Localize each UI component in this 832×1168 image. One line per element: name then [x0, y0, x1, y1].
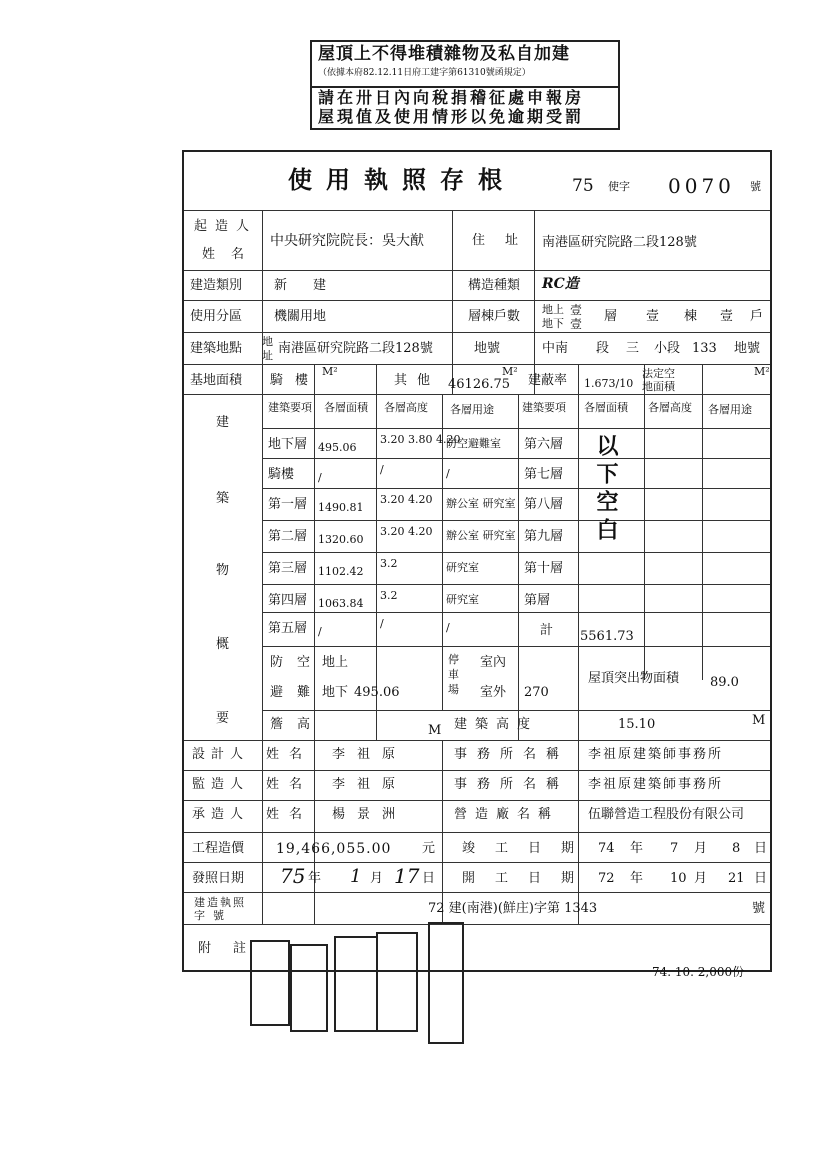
designer-name-label: 姓名: [266, 747, 313, 762]
start-month-unit: 月: [694, 871, 708, 886]
floors-above-count: 壹: [570, 303, 583, 317]
floor-height: /: [380, 463, 384, 476]
owner-address: 南港區研究院路二段128號: [542, 235, 697, 250]
shelter-below: 地下: [322, 685, 349, 700]
owner-name: 中央研究院院長：吳大猷: [270, 233, 424, 249]
floor-use: /: [446, 467, 450, 480]
issue-year-unit: 年: [308, 871, 322, 886]
household-unit: 戶: [750, 309, 764, 324]
shelter-label2: 避難: [270, 685, 325, 700]
col-floor-header: 建築要項: [268, 401, 312, 414]
cost-label: 工程造價: [192, 841, 245, 856]
floor-label: 第二層: [268, 529, 308, 544]
permit-stub-form: [182, 150, 772, 972]
total-area: 5561.73: [580, 629, 634, 644]
floor-label-right: 第層: [524, 593, 551, 608]
col-area-header-right: 各層面積: [584, 401, 628, 414]
floor-label-right: 第十層: [524, 561, 564, 576]
shelter-below-area: 495.06: [354, 685, 400, 700]
building-count: 壹: [646, 309, 660, 324]
side-char-2: 築: [216, 491, 230, 506]
floor-label: 騎樓: [268, 467, 295, 482]
owner-address-label: 住址: [472, 233, 539, 248]
height-unit: M: [752, 713, 766, 728]
site-address: 南港區研究院路二段128號: [278, 341, 433, 356]
start-year-unit: 年: [630, 871, 644, 886]
remarks-label: 附註: [198, 941, 269, 956]
floor-height: 3.2: [380, 557, 398, 570]
other-unit: M²: [502, 365, 518, 378]
designer-name: 李祖原: [332, 747, 408, 762]
issue-date-label: 發照日期: [192, 871, 245, 886]
supervisor-name: 李祖原: [332, 777, 408, 792]
parking-indoor: 室內: [480, 655, 507, 670]
parking-label: 停車場: [448, 653, 459, 696]
floor-label: 第五層: [268, 621, 308, 636]
floor-label-right: 第八層: [524, 497, 564, 512]
side-char-1: 建: [216, 415, 230, 430]
floor-label: 第一層: [268, 497, 308, 512]
issue-month: 1: [350, 866, 362, 887]
issue-day: 17: [394, 864, 420, 888]
col-height-header-right: 各層高度: [648, 401, 692, 414]
floor-use: 防空避難室: [446, 437, 501, 450]
floor-label-right: 第七層: [524, 467, 564, 482]
official-seal-5: [428, 922, 464, 1044]
completion-day: 8: [732, 841, 741, 856]
roof-label: 屋頂突出物面積: [588, 671, 680, 686]
col-height-header: 各層高度: [384, 401, 428, 414]
site-zhi: 址: [262, 349, 273, 362]
site-dihao: 地號: [734, 341, 761, 356]
permit-value: 72 建(南港)(鮮庄)字第 1343: [428, 901, 598, 916]
stamp-note: （依據本府82.12.11日府工建字第61310號函規定）: [318, 68, 531, 78]
build-type-label: 建造類別: [190, 278, 243, 293]
floor-area: /: [318, 625, 322, 638]
completion-month: 7: [670, 841, 679, 856]
completion-day-unit: 日: [754, 841, 768, 856]
designer-office-label: 事務所名稱: [454, 747, 570, 762]
shelter-label1: 防空: [270, 655, 325, 670]
contractor-name-label: 姓名: [266, 807, 313, 822]
issue-year: 75: [280, 864, 306, 888]
floor-use: 研究室: [446, 561, 479, 574]
building-unit: 棟: [684, 309, 698, 324]
permit-type: 使字: [608, 180, 630, 193]
floor-height: 3.20 4.20: [380, 525, 433, 538]
cost-unit: 元: [422, 841, 436, 856]
start-day: 21: [728, 871, 745, 886]
site-section: 中南: [542, 341, 569, 356]
floor-label-right: 第六層: [524, 437, 564, 452]
floor-use: /: [446, 621, 450, 634]
stamp-line3: 屋現值及使用情形以免逾期受罰: [318, 107, 585, 126]
height-label: 建築高度: [454, 717, 539, 732]
floor-label-right: 第九層: [524, 529, 564, 544]
start-month: 10: [670, 871, 687, 886]
floor-area: 495.06: [318, 441, 357, 454]
col-area-header: 各層面積: [324, 401, 368, 414]
start-day-unit: 日: [754, 871, 768, 886]
parking-outdoor-area: 270: [524, 685, 549, 700]
completion-label: 竣工日期: [462, 841, 595, 856]
site-lot-number: 133: [692, 341, 717, 356]
designer-label: 設計人: [192, 747, 250, 762]
floor-area: 1063.84: [318, 597, 364, 610]
contractor-name: 楊景洲: [332, 807, 408, 822]
col-use-header-right: 各層用途: [708, 403, 752, 416]
side-char-5: 要: [216, 711, 230, 726]
floors-below: 地下: [542, 317, 564, 330]
permit-number: 0070: [668, 174, 735, 198]
official-seal-1: [250, 940, 290, 1026]
parking-outdoor: 室外: [480, 685, 507, 700]
floor-label: 第三層: [268, 561, 308, 576]
floor-height: 3.2: [380, 589, 398, 602]
other-label: 其他: [394, 373, 441, 388]
coverage-label: 建蔽率: [528, 373, 568, 388]
site-subsection: 小段: [654, 341, 681, 356]
shelter-above: 地上: [322, 655, 349, 670]
supervisor-office-label: 事務所名稱: [454, 777, 570, 792]
site-label: 建築地點: [190, 341, 243, 356]
structure-type: RC造: [542, 276, 579, 292]
completion-year: 74: [598, 841, 615, 856]
form-title: 使用執照存根: [288, 165, 516, 194]
issue-day-unit: 日: [422, 871, 436, 886]
start-date-label: 開工日期: [462, 871, 595, 886]
floors-unit: 層: [604, 309, 618, 324]
other-area: 46126.75: [448, 377, 511, 392]
official-seal-3: [334, 936, 378, 1032]
site-di: 地: [262, 335, 273, 348]
arcade-unit: M²: [322, 365, 338, 378]
use-zone: 機關用地: [274, 309, 327, 324]
stamp-line2: 請在卅日內向稅捐稽征處申報房: [318, 88, 585, 107]
contractor-firm: 伍聯營造工程股份有限公司: [588, 807, 745, 822]
base-area-label: 基地面積: [190, 373, 243, 388]
side-char-3: 物: [216, 563, 230, 578]
permit-suffix: 號: [752, 901, 766, 916]
total-label: 計: [540, 623, 554, 638]
site-lot-label: 地號: [474, 341, 501, 356]
open-area-label2: 地面積: [642, 380, 675, 393]
site-duan: 段: [596, 341, 610, 356]
floor-label: 第四層: [268, 593, 308, 608]
floor-height: 3.20 4.20: [380, 493, 433, 506]
coverage-ratio: 1.673/10: [584, 377, 634, 390]
permit-label1: 建造執照: [194, 896, 246, 909]
household-count: 壹: [720, 309, 734, 324]
completion-month-unit: 月: [694, 841, 708, 856]
supervisor-name-label: 姓名: [266, 777, 313, 792]
notice-stamp: [310, 40, 620, 130]
contractor-firm-label: 營造廠名稱: [454, 807, 560, 822]
stamp-line1: 屋頂上不得堆積雜物及私自加建: [318, 44, 570, 64]
site-three: 三: [626, 341, 640, 356]
floor-area: 1102.42: [318, 565, 364, 578]
permit-label2: 字號: [194, 909, 232, 922]
build-type: 新建: [274, 278, 353, 293]
permit-number-suffix: 號: [750, 180, 761, 193]
building-height: 15.10: [618, 717, 656, 732]
col-use-header: 各層用途: [450, 403, 494, 416]
supervisor-office: 李祖原建築師事務所: [588, 777, 724, 792]
eave-unit: M: [428, 723, 442, 738]
eave-label: 簷高: [270, 717, 325, 732]
contractor-label: 承造人: [192, 807, 250, 822]
cost-value: 19,466,055.00: [276, 841, 392, 857]
floor-area: 1320.60: [318, 533, 364, 546]
floor-use: 辦公室 研究室: [446, 529, 516, 542]
open-area-unit: M²: [754, 365, 770, 378]
owner-label: 起造人: [194, 219, 258, 234]
official-seal-2: [290, 944, 328, 1032]
floors-above: 地上: [542, 303, 564, 316]
col-floor-header-right: 建築要項: [522, 401, 566, 414]
completion-year-unit: 年: [630, 841, 644, 856]
floor-use: 辦公室 研究室: [446, 497, 516, 510]
structure-label: 構造種類: [468, 278, 521, 293]
use-zone-label: 使用分區: [190, 309, 243, 324]
floor-area: /: [318, 471, 322, 484]
print-footer: 74. 10. 2,000份: [652, 965, 745, 979]
owner-name-label: 姓名: [202, 247, 261, 262]
official-seal-4: [376, 932, 418, 1032]
floor-label: 地下層: [268, 437, 308, 452]
floor-use: 研究室: [446, 593, 479, 606]
issue-month-unit: 月: [370, 871, 384, 886]
roof-area: 89.0: [710, 675, 739, 690]
floor-area: 1490.81: [318, 501, 364, 514]
permit-year: 75: [572, 176, 594, 196]
floor-height: 3.20 3.80 4.20: [380, 433, 461, 446]
start-year: 72: [598, 871, 615, 886]
open-area-label1: 法定空: [642, 367, 675, 380]
supervisor-label: 監造人: [192, 777, 250, 792]
floors-label: 層棟戶數: [468, 309, 521, 324]
designer-office: 李祖原建築師事務所: [588, 747, 724, 762]
side-char-4: 概: [216, 637, 230, 652]
floors-below-count: 壹: [570, 317, 583, 331]
floor-height: /: [380, 617, 384, 630]
blank-note: 以下空白: [593, 434, 618, 546]
arcade-label: 騎樓: [270, 373, 321, 388]
